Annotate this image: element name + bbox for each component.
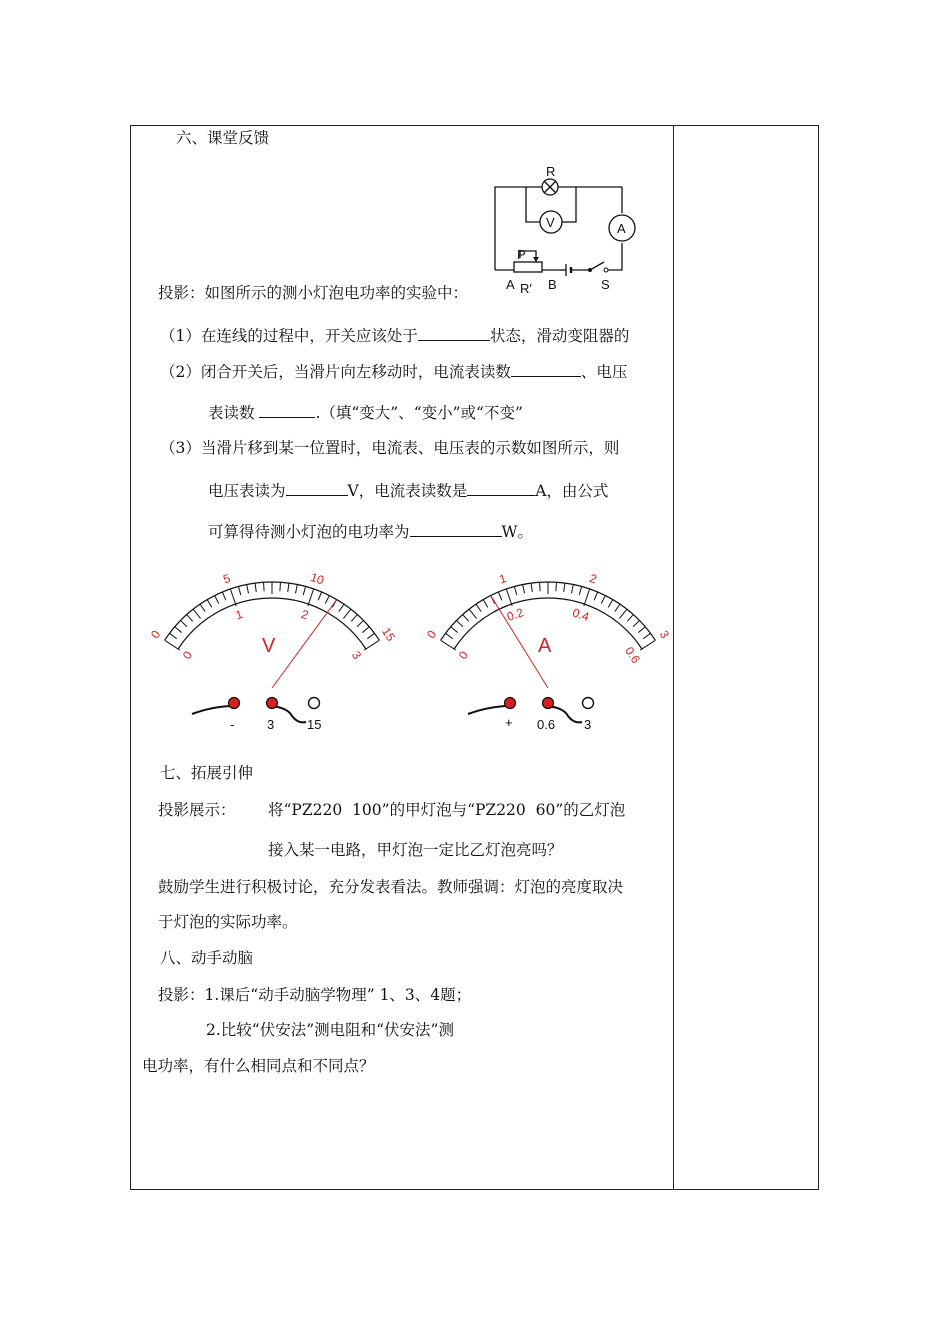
a-scale-tick: [476, 604, 481, 611]
section7-line1-label: 投影展示：: [158, 801, 236, 819]
a-scale-tick: [446, 633, 453, 638]
answer-blank: [410, 520, 502, 537]
section7-line3: 鼓励学生进行积极讨论，充分发表看法。教师强调：灯泡的亮度取决: [158, 878, 624, 896]
a-outer-scale-label: 2: [587, 571, 599, 587]
v-scale-tick: [207, 600, 212, 608]
v-scale-tick: [165, 640, 180, 650]
v-scale-tick: [200, 604, 205, 611]
section8-heading: 八、动手动脑: [160, 949, 254, 967]
circuit-diagram: [480, 158, 650, 298]
v-inner-scale-label: 3: [348, 648, 365, 662]
answer-blank: [467, 479, 535, 496]
v-scale-tick: [318, 592, 321, 600]
v-scale-tick: [325, 596, 329, 604]
ammeter-terminal-label: 0.6: [537, 717, 556, 732]
v-scale-tick: [230, 589, 236, 606]
a-scale-tick: [615, 604, 620, 611]
a-scale-tick: [506, 589, 512, 606]
v-scale-tick: [222, 592, 225, 600]
question-3-line2: 电压表读为 V，电流表读数是 A，由公式: [208, 479, 608, 501]
a-scale-tick: [523, 585, 525, 594]
circuit-label-a: A: [617, 221, 626, 236]
circuit-label-r: R: [546, 164, 556, 179]
ammeter-terminal-3: [583, 698, 594, 709]
a-outer-scale-label: 1: [497, 571, 509, 587]
a-scale-tick: [451, 627, 458, 633]
ammeter-symbol: A: [538, 635, 552, 657]
voltmeter-terminal-15: [309, 698, 320, 709]
a-scale-tick: [640, 640, 655, 650]
section7-line2: 接入某一电路，甲灯泡一定比乙灯泡亮吗？: [268, 841, 563, 859]
question-1: （1）在连线的过程中，开关应该处于 状态，滑动变阻器的: [160, 324, 629, 346]
a-outer-scale-label: 3: [656, 627, 673, 642]
a-inner-scale-label: 0: [455, 648, 472, 662]
v-scale-tick: [362, 627, 369, 633]
voltmeter-terminal-label: 3: [267, 717, 275, 732]
question-3-line3: 可算得待测小灯泡的电功率为 W。: [208, 520, 533, 542]
a-scale-tick: [627, 615, 633, 622]
v-inner-scale-label: 1: [233, 606, 245, 623]
section8-line2: 2.比较“伏安法”测电阻和“伏安法”测: [206, 1021, 454, 1039]
question-2-line2: 表读数 .（填“变大”、“变小”或“不变”: [208, 401, 523, 423]
v-outer-scale-label: 5: [221, 571, 233, 587]
answer-blank: [259, 401, 315, 418]
voltmeter-symbol: V: [262, 635, 276, 657]
v-scale-tick: [247, 585, 249, 594]
a-scale-tick: [601, 596, 605, 604]
a-scale-tick: [556, 582, 557, 591]
v-scale-tick: [187, 615, 193, 622]
a-scale-tick: [457, 620, 463, 626]
v-scale-tick: [280, 582, 281, 591]
voltmeter-figure: [147, 560, 398, 740]
a-scale-tick: [514, 586, 516, 595]
v-scale-tick: [238, 586, 240, 595]
v-outer-scale-label: 10: [308, 569, 326, 588]
a-scale-tick: [572, 585, 574, 594]
answer-blank: [286, 479, 348, 496]
a-scale-tick: [608, 600, 613, 608]
v-scale-tick: [255, 583, 256, 592]
a-inner-scale-label: 0.6: [622, 644, 643, 666]
a-scale-tick: [469, 609, 476, 618]
v-outer-scale-label: 15: [378, 624, 398, 644]
a-scale-tick: [638, 627, 645, 633]
a-scale-tick: [531, 583, 532, 592]
voltmeter-terminal-label: 15: [307, 717, 322, 732]
answer-blank: [511, 360, 581, 377]
v-scale-tick: [339, 604, 344, 611]
v-scale-tick: [364, 640, 379, 650]
a-scale-tick: [564, 583, 565, 592]
a-scale-tick: [584, 589, 590, 606]
circuit-label-s: S: [601, 277, 610, 292]
ammeter-terminal-pos: [505, 698, 516, 709]
ammeter-figure: [423, 560, 673, 740]
ammeter-terminal-label: 3: [584, 717, 592, 732]
voltmeter-terminal-3: [267, 698, 278, 709]
a-scale-tick: [498, 592, 501, 600]
ammeter-terminal-label: +: [505, 715, 513, 730]
v-outer-scale-label: 0: [147, 627, 164, 642]
table-column-divider: [673, 125, 674, 1190]
section7-line4: 于灯泡的实际功率。: [158, 913, 298, 931]
circuit-label-p: P: [517, 247, 526, 262]
section6-heading: 六、课堂反馈: [176, 129, 270, 147]
circuit-label-a-end: A: [506, 277, 515, 292]
section8-line3: 电功率，有什么相同点和不同点？: [142, 1057, 375, 1075]
circuit-label-r-prime: R′: [520, 281, 532, 296]
ammeter-terminal-0.6: [543, 698, 554, 709]
a-scale-tick: [483, 600, 488, 608]
a-outer-scale-label: 0: [423, 627, 440, 642]
voltmeter-terminal-neg: [229, 698, 240, 709]
section8-line1: 投影：1.课后“动手动脑学物理” 1、3、4题；: [158, 986, 472, 1004]
v-scale-tick: [175, 627, 182, 633]
section6-intro: 投影：如图所示的测小灯泡电功率的实验中：: [158, 284, 469, 302]
v-scale-tick: [343, 609, 350, 618]
v-scale-tick: [288, 583, 289, 592]
v-scale-tick: [308, 589, 314, 606]
circuit-label-v: V: [546, 215, 555, 230]
a-scale-tick: [441, 640, 456, 650]
v-scale-tick: [181, 620, 187, 626]
a-inner-scale-label: 0.4: [570, 605, 591, 625]
v-scale-tick: [215, 596, 219, 604]
v-scale-tick: [351, 615, 357, 622]
a-inner-scale-label: 0.2: [505, 605, 526, 625]
v-scale-tick: [193, 609, 200, 618]
a-scale-tick: [619, 609, 626, 618]
a-scale-tick: [643, 633, 650, 638]
a-scale-tick: [540, 582, 541, 591]
a-scale-tick: [463, 615, 469, 622]
a-scale-tick: [579, 586, 581, 595]
a-scale-tick: [594, 592, 597, 600]
v-inner-scale-label: 0: [179, 648, 196, 662]
section7-line1: 将“PZ220 100”的甲灯泡与“PZ220 60”的乙灯泡: [268, 801, 626, 819]
question-3-line1: （3）当滑片移到某一位置时，电流表、电压表的示数如图所示，则: [160, 439, 620, 457]
question-2-line1: （2）闭合开关后，当滑片向左移动时，电流表读数 、电压: [160, 360, 627, 382]
circuit-label-b: B: [548, 277, 557, 292]
v-inner-scale-label: 2: [299, 606, 311, 623]
a-scale-tick: [633, 620, 639, 626]
v-scale-tick: [303, 586, 305, 595]
v-scale-tick: [170, 633, 177, 638]
v-scale-tick: [367, 633, 374, 638]
v-scale-tick: [296, 585, 298, 594]
v-scale-tick: [264, 582, 265, 591]
voltmeter-terminal-label: -: [230, 717, 235, 732]
section7-heading: 七、拓展引伸: [160, 764, 254, 782]
answer-blank: [418, 324, 490, 341]
v-scale-tick: [357, 620, 363, 626]
